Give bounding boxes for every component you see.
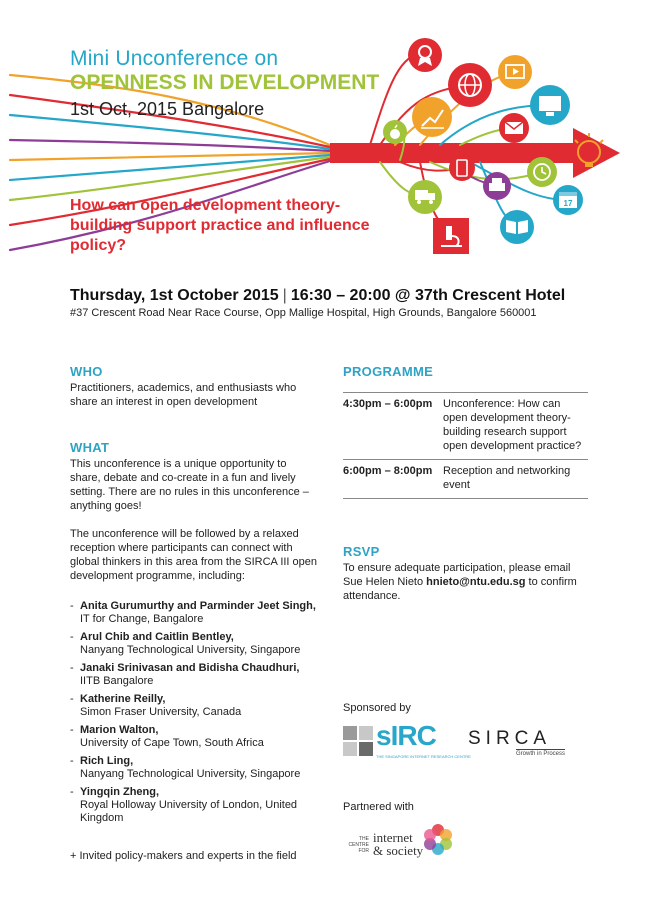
- printer-icon: [483, 172, 511, 200]
- list-item: - Yingqin Zheng, Royal Holloway University of London, United Kingdom: [70, 786, 298, 824]
- programme-desc: Unconference: How can open development theory-building research support open development practice?: [443, 398, 582, 452]
- growth-chart-icon: [412, 97, 452, 137]
- monitor-icon: [530, 85, 570, 125]
- cis-flower-icon: [421, 822, 455, 856]
- rsvp-section: [343, 544, 593, 603]
- who-text: Practitioners, academics, and enthusiasts who share an interest in open development: [70, 382, 297, 408]
- globe-icon: [448, 63, 492, 107]
- video-icon: [498, 55, 532, 89]
- rsvp-text: To ensure adequate participation, please email Sue Helen Nieto hnieto@ntu.edu.sg to confirm attendance.: [343, 562, 577, 602]
- sponsored-by-label: Sponsored by: [343, 702, 411, 714]
- programme-time: 6:00pm – 8:00pm: [343, 465, 433, 477]
- book-icon: [500, 210, 534, 244]
- key-question: How can open development theory-building support practice and influence policy?: [70, 197, 370, 254]
- programme-row: [343, 393, 588, 459]
- clock-icon: [527, 157, 557, 187]
- event-dateline: [70, 287, 565, 305]
- list-item: - Anita Gurumurthy and Parminder Jeet Singh, IT for Change, Bangalore: [70, 600, 316, 625]
- list-item: - Arul Chib and Caitlin Bentley, Nanyang Technological University, Singapore: [70, 631, 301, 656]
- apple-icon: [383, 120, 407, 144]
- sirca-logo: SIRCA Growth in Process: [468, 728, 566, 757]
- list-item: - Janaki Srinivasan and Bidisha Chaudhuri, IITB Bangalore: [70, 662, 300, 687]
- title-line-1: Mini Unconference on: [70, 47, 279, 70]
- cis-logo: THE CENTRE FOR internet & society: [343, 822, 453, 864]
- programme-heading: PROGRAMME: [343, 364, 434, 379]
- medal-icon: [408, 38, 442, 72]
- who-section: [70, 364, 320, 409]
- event-date: Thursday, 1st October 2015: [70, 287, 279, 304]
- truck-icon: [408, 180, 442, 214]
- email-icon: [499, 113, 529, 143]
- what-section: [70, 440, 320, 583]
- calendar-icon: [553, 185, 583, 215]
- sirc-logo: sIRC THE SINGAPORE INTERNET RESEARCH CENTRE: [343, 722, 443, 762]
- svg-text:17: 17: [563, 199, 573, 208]
- list-item: - Marion Walton, University of Cape Town, South Africa: [70, 724, 264, 749]
- event-address: #37 Crescent Road Near Race Course, Opp Mallige Hospital, High Grounds, Bangalore 560001: [70, 307, 537, 319]
- separator: |: [282, 287, 287, 304]
- list-item: - Rich Ling, Nanyang Technological University, Singapore: [70, 755, 301, 780]
- programme-time: 4:30pm – 6:00pm: [343, 398, 433, 410]
- mobile-icon: [449, 155, 475, 181]
- microscope-icon: [433, 218, 469, 254]
- programme-table: [343, 392, 588, 499]
- who-heading: WHO: [70, 364, 103, 379]
- what-text-2: The unconference will be followed by a relaxed reception where participants can connect with global thinkers in this area from the SIRCA III open development programme, including:: [70, 528, 318, 582]
- title-line-2: OPENNESS IN DEVELOPMENT: [70, 71, 380, 94]
- programme-row: [343, 460, 588, 498]
- participants-extra: + Invited policy-makers and experts in the field: [70, 850, 297, 862]
- partnered-with-label: Partnered with: [343, 801, 414, 813]
- title-date-place: 1st Oct, 2015 Bangalore: [70, 99, 265, 119]
- what-text-1: This unconference is a unique opportunity to share, debate and co-create in a fun and lively setting. There are no rules in this unconference – anything goes!: [70, 458, 309, 512]
- participant-list: [70, 600, 330, 830]
- what-heading: WHAT: [70, 440, 110, 455]
- rsvp-heading: RSVP: [343, 544, 380, 559]
- programme-desc: Reception and networking event: [443, 465, 571, 491]
- event-time-venue: 16:30 – 20:00 @ 37th Crescent Hotel: [290, 287, 566, 304]
- rsvp-email-link[interactable]: hnieto@ntu.edu.sg: [426, 576, 526, 588]
- list-item: - Katherine Reilly, Simon Fraser University, Canada: [70, 693, 242, 718]
